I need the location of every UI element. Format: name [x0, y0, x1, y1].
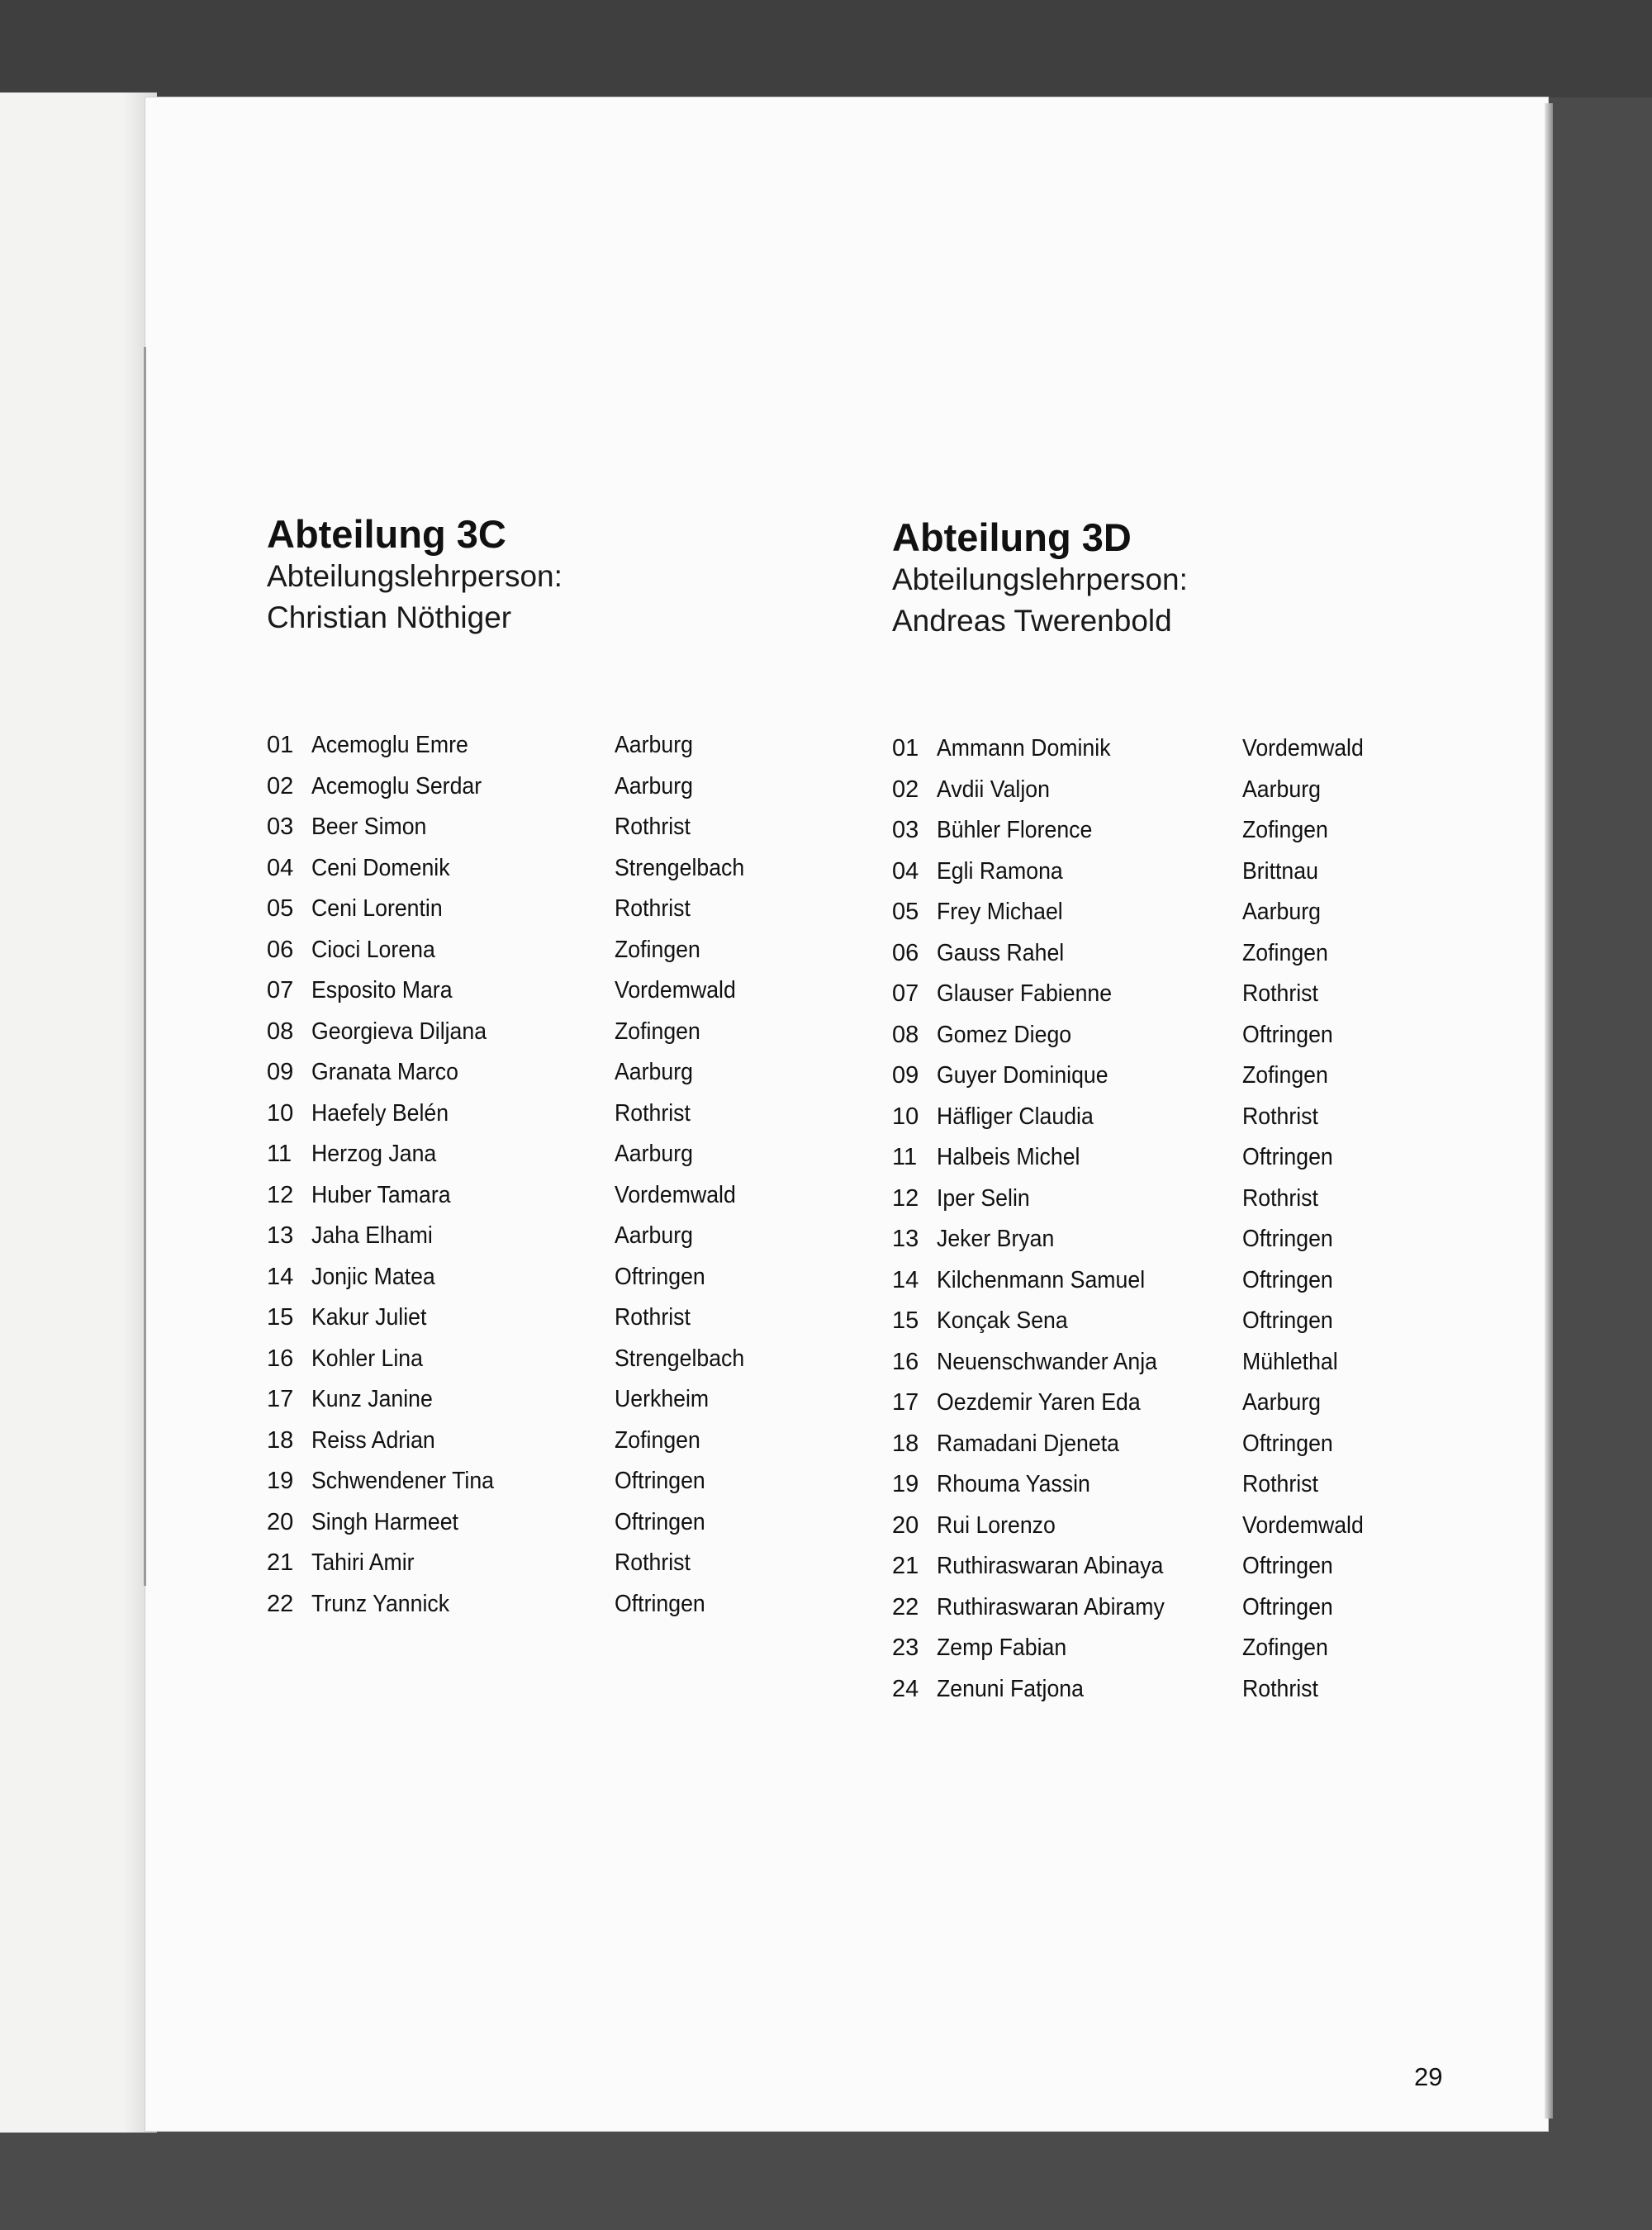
student-town: Zofingen [615, 1018, 700, 1045]
student-number: 15 [892, 1307, 919, 1334]
student-name: Iper Selin [937, 1184, 1030, 1212]
student-name: Ruthiraswaran Abinaya [937, 1553, 1164, 1579]
student-town: Aarburg [615, 772, 693, 799]
scan-background [0, 0, 1652, 97]
student-name: Schwendener Tina [311, 1468, 495, 1494]
student-name: Ramadani Djeneta [937, 1430, 1119, 1457]
student-name: Huber Tamara [311, 1181, 451, 1208]
student-name: Rhouma Yassin [937, 1471, 1090, 1497]
student-number: 14 [892, 1266, 919, 1293]
student-town: Aarburg [615, 1059, 693, 1085]
student-town: Oftringen [615, 1263, 705, 1290]
student-number: 04 [892, 857, 919, 885]
student-number: 18 [892, 1430, 919, 1457]
student-town: Oftringen [1242, 1593, 1333, 1620]
student-name: Ammann Dominik [937, 735, 1111, 762]
student-name: Ceni Lorentin [311, 895, 443, 922]
student-number: 20 [267, 1508, 294, 1535]
student-number: 22 [267, 1590, 294, 1617]
student-town: Brittnau [1242, 857, 1318, 885]
student-name: Kilchenmann Samuel [937, 1266, 1146, 1293]
student-name: Zenuni Fatjona [937, 1675, 1084, 1702]
student-town: Rothrist [1242, 1675, 1318, 1702]
student-name: Häfliger Claudia [937, 1103, 1094, 1130]
student-name: Jeker Bryan [937, 1226, 1055, 1252]
student-name: Zemp Fabian [937, 1635, 1067, 1661]
student-name: Ceni Domenik [311, 854, 450, 881]
student-name: Singh Harmeet [311, 1508, 458, 1535]
student-number: 06 [892, 939, 919, 966]
student-number: 11 [892, 1144, 918, 1170]
student-number: 03 [892, 817, 919, 843]
student-number: 12 [892, 1184, 919, 1212]
student-name: Cioci Lorena [311, 936, 435, 963]
student-number: 17 [892, 1389, 919, 1416]
teacher-name: Andreas Twerenbold [892, 604, 1172, 638]
student-town: Oftringen [1242, 1144, 1333, 1170]
student-name: Bühler Florence [937, 817, 1093, 843]
student-number: 17 [267, 1386, 294, 1412]
student-number: 05 [892, 899, 919, 925]
student-name: Acemoglu Serdar [311, 772, 482, 799]
student-name: Jaha Elhami [311, 1222, 433, 1249]
student-name: Georgieva Diljana [311, 1018, 487, 1045]
student-town: Zofingen [615, 936, 700, 963]
student-number: 16 [267, 1345, 294, 1372]
student-name: Glauser Fabienne [937, 980, 1113, 1007]
student-town: Zofingen [1242, 817, 1328, 843]
student-name: Acemoglu Emre [311, 732, 468, 758]
student-town: Strengelbach [615, 854, 745, 881]
student-name: Neuenschwander Anja [937, 1348, 1157, 1375]
student-number: 08 [892, 1021, 919, 1048]
student-number: 03 [267, 814, 294, 840]
student-town: Zofingen [1242, 1062, 1328, 1089]
student-number: 02 [892, 776, 919, 803]
student-number: 11 [267, 1141, 292, 1167]
student-name: Halbeis Michel [937, 1144, 1080, 1170]
student-number: 02 [267, 772, 294, 799]
section-title: Abteilung 3C [267, 512, 506, 556]
student-number: 13 [267, 1222, 294, 1249]
student-town: Aarburg [615, 1141, 693, 1167]
student-town: Zofingen [1242, 1635, 1328, 1661]
student-number: 20 [892, 1511, 919, 1539]
section-3c [267, 513, 563, 638]
teacher-label: Abteilungslehrperson: [267, 559, 563, 593]
student-number: 13 [892, 1226, 919, 1252]
student-town: Zofingen [1242, 939, 1328, 966]
student-name: Egli Ramona [937, 857, 1063, 885]
student-number: 01 [892, 735, 919, 762]
student-number: 14 [267, 1263, 294, 1290]
student-town: Oftringen [1242, 1430, 1333, 1457]
student-town: Oftringen [615, 1590, 705, 1617]
student-number: 21 [892, 1553, 919, 1579]
student-name: Herzog Jana [311, 1141, 437, 1167]
student-town: Vordemwald [615, 1181, 736, 1208]
student-name: Haefely Belén [311, 1099, 449, 1127]
student-number: 07 [892, 980, 919, 1007]
student-town: Rothrist [615, 1099, 691, 1127]
student-name: Trunz Yannick [311, 1590, 450, 1617]
student-name: Gauss Rahel [937, 939, 1065, 966]
student-town: Rothrist [1242, 1471, 1318, 1497]
student-town: Rothrist [615, 895, 691, 922]
student-town: Oftringen [615, 1468, 705, 1494]
student-name: Gomez Diego [937, 1021, 1072, 1048]
student-town: Oftringen [1242, 1307, 1333, 1334]
student-town: Aarburg [1242, 899, 1321, 925]
student-town: Aarburg [615, 732, 693, 758]
student-number: 22 [892, 1593, 919, 1620]
student-town: Vordemwald [1242, 1511, 1364, 1539]
student-name: Rui Lorenzo [937, 1511, 1056, 1539]
student-number: 10 [267, 1099, 294, 1127]
student-name: Guyer Dominique [937, 1062, 1108, 1089]
student-town: Oftringen [615, 1508, 705, 1535]
student-number: 05 [267, 895, 294, 922]
student-number: 09 [892, 1062, 919, 1089]
student-number: 10 [892, 1103, 919, 1130]
student-number: 08 [267, 1018, 294, 1045]
student-number: 23 [892, 1635, 919, 1661]
teacher-name: Christian Nöthiger [267, 600, 512, 634]
student-name: Reiss Adrian [311, 1426, 435, 1454]
teacher-label: Abteilungslehrperson: [892, 562, 1188, 596]
student-town: Vordemwald [615, 977, 736, 1004]
student-number: 15 [267, 1304, 294, 1331]
student-town: Oftringen [1242, 1226, 1333, 1252]
student-town: Rothrist [1242, 1184, 1318, 1212]
page-edge [1545, 103, 1553, 2118]
student-name: Granata Marco [311, 1059, 458, 1085]
student-town: Rothrist [615, 1549, 691, 1576]
student-town: Mühlethal [1242, 1348, 1338, 1375]
student-town: Rothrist [1242, 980, 1318, 1007]
binding-line [144, 347, 146, 1586]
student-town: Strengelbach [615, 1345, 745, 1372]
student-name: Kunz Janine [311, 1386, 433, 1412]
student-number: 16 [892, 1348, 919, 1375]
student-name: Frey Michael [937, 899, 1063, 925]
student-town: Oftringen [1242, 1266, 1333, 1293]
student-name: Ruthiraswaran Abiramy [937, 1593, 1165, 1620]
student-name: Oezdemir Yaren Eda [937, 1389, 1141, 1416]
student-number: 06 [267, 936, 294, 963]
student-name: Beer Simon [311, 814, 427, 840]
student-town: Rothrist [1242, 1103, 1318, 1130]
student-number: 04 [267, 854, 294, 881]
student-town: Aarburg [1242, 1389, 1321, 1416]
student-town: Oftringen [1242, 1553, 1333, 1579]
student-number: 01 [267, 732, 294, 758]
student-town: Vordemwald [1242, 735, 1364, 762]
student-name: Konçak Sena [937, 1307, 1068, 1334]
student-number: 21 [267, 1549, 294, 1576]
student-number: 19 [267, 1468, 294, 1494]
student-name: Kohler Lina [311, 1345, 423, 1372]
student-name: Avdii Valjon [937, 776, 1050, 803]
student-number: 24 [892, 1675, 919, 1702]
student-number: 19 [892, 1471, 919, 1497]
student-number: 07 [267, 977, 294, 1004]
student-town: Zofingen [615, 1426, 700, 1454]
student-town: Rothrist [615, 1304, 691, 1331]
student-town: Rothrist [615, 814, 691, 840]
student-name: Esposito Mara [311, 977, 453, 1004]
page-number: 29 [1414, 2062, 1443, 2091]
section-3d [892, 516, 1188, 642]
student-name: Jonjic Matea [311, 1263, 435, 1290]
student-town: Aarburg [615, 1222, 693, 1249]
student-number: 18 [267, 1426, 294, 1454]
student-town: Aarburg [1242, 776, 1321, 803]
student-name: Tahiri Amir [311, 1549, 415, 1576]
student-town: Uerkheim [615, 1386, 710, 1412]
student-town: Oftringen [1242, 1021, 1333, 1048]
student-name: Kakur Juliet [311, 1304, 427, 1331]
student-number: 12 [267, 1181, 294, 1208]
student-number: 09 [267, 1059, 294, 1085]
section-title: Abteilung 3D [892, 515, 1132, 559]
